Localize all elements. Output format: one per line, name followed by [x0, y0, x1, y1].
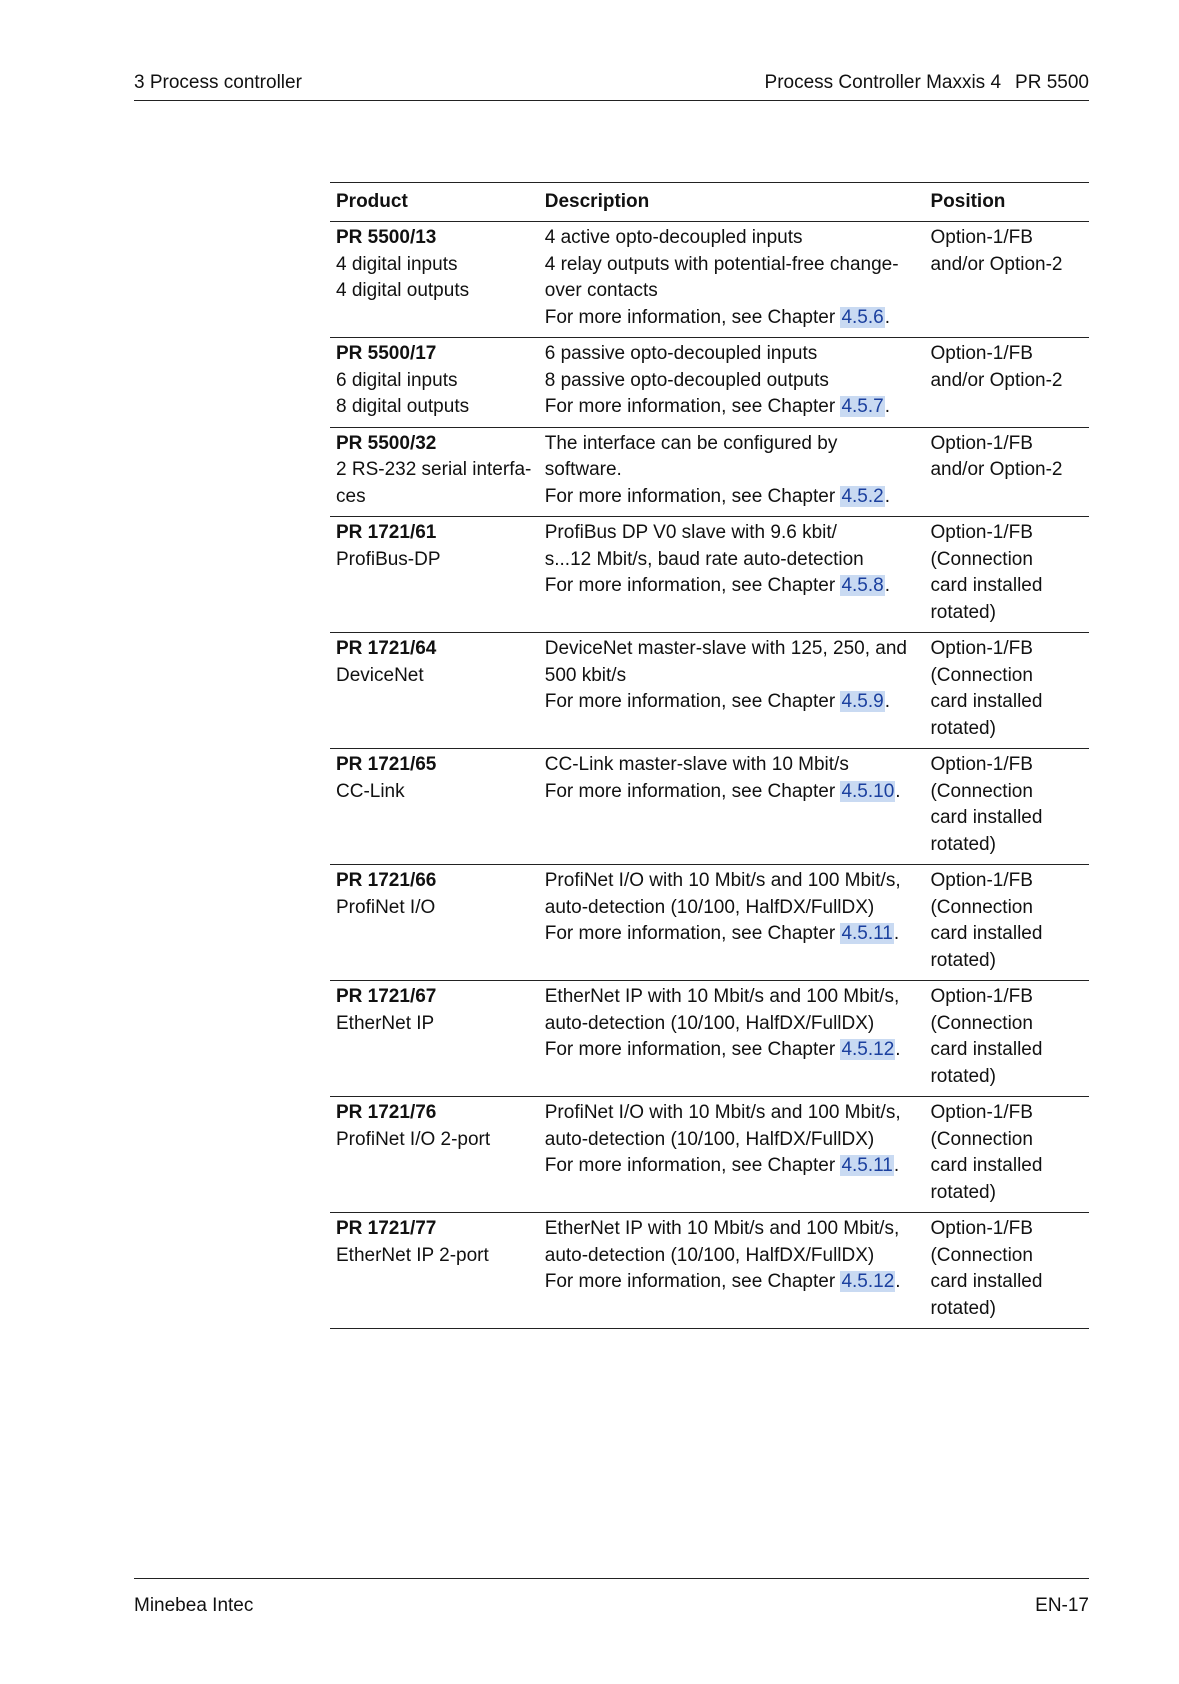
more-info-suffix: . [893, 1155, 900, 1176]
position-cell [924, 1097, 1089, 1213]
position-line: Option-1/FB [930, 522, 1033, 543]
chapter-link[interactable]: 4.5.7 [841, 396, 884, 417]
table-row [330, 981, 1089, 1097]
more-info-line [545, 689, 919, 716]
product-cell [330, 222, 539, 338]
table-row [330, 1213, 1089, 1329]
position-line: card installed [930, 1039, 1043, 1060]
more-info-line [545, 394, 919, 421]
column-header-product: Product [330, 183, 539, 222]
product-description-line: 4 digital outputs [336, 280, 470, 301]
product-description-line: ProfiBus-DP [336, 548, 441, 570]
product-cell [330, 517, 539, 633]
chapter-link[interactable]: 4.5.6 [841, 306, 884, 328]
chapter-link[interactable]: 4.5.9 [841, 691, 884, 712]
position-line: (Connection [930, 1244, 1033, 1266]
product-cell [330, 749, 539, 865]
header-section-title: 3 Process controller [134, 72, 302, 93]
position-cell [924, 865, 1089, 981]
chapter-link[interactable]: 4.5.10 [841, 780, 895, 802]
description-line: CC-Link master-slave with 10 Mbit/s [544, 754, 849, 775]
more-info-line [545, 779, 919, 806]
more-info-suffix: . [884, 575, 890, 596]
position-line: and/or Option-2 [930, 459, 1063, 480]
description-cell [539, 1097, 925, 1213]
description-line: ProfiNet I/O with 10 Mbit/s and 100 Mbit/s, [544, 1102, 901, 1123]
position-line: Option-1/FB [930, 343, 1033, 364]
more-info-text: For more information, see Chapter [544, 396, 841, 417]
product-description-line: ces [336, 485, 366, 507]
position-line: rotated) [930, 1297, 996, 1319]
product-code: PR 1721/65 [336, 754, 437, 775]
position-line: Option-1/FB [930, 227, 1033, 248]
product-code: PR 1721/61 [336, 522, 437, 543]
position-line: (Connection [930, 548, 1033, 570]
table-row [330, 865, 1089, 981]
chapter-link[interactable]: 4.5.11 [841, 1155, 893, 1176]
position-cell [924, 633, 1089, 749]
description-line: ProfiBus DP V0 slave with 9.6 kbit/ [544, 522, 837, 543]
more-info-suffix: . [884, 485, 890, 507]
product-code: PR 1721/66 [336, 870, 437, 891]
product-cell [330, 1213, 539, 1329]
description-line: over contacts [544, 280, 658, 301]
more-info-text: For more information, see Chapter [544, 485, 841, 507]
position-line: (Connection [930, 780, 1033, 802]
description-cell [539, 865, 925, 981]
more-info-suffix: . [884, 306, 890, 328]
product-description-line: CC-Link [336, 780, 405, 802]
position-cell [924, 427, 1089, 517]
description-line: s...12 Mbit/s, baud rate auto-detection [544, 548, 864, 570]
footer-company: Minebea Intec [134, 1595, 254, 1616]
position-line: Option-1/FB [930, 432, 1033, 454]
position-line: rotated) [930, 601, 996, 623]
table-row [330, 517, 1089, 633]
product-description-line: 6 digital inputs [336, 369, 458, 391]
product-code: PR 1721/77 [336, 1218, 437, 1239]
position-line: rotated) [930, 833, 996, 855]
column-header-position: Position [924, 183, 1089, 222]
more-info-line [545, 305, 919, 332]
product-description-line: 4 digital inputs [336, 253, 458, 275]
product-cell [330, 338, 539, 428]
position-line: Option-1/FB [930, 1102, 1033, 1123]
description-cell [539, 338, 925, 428]
position-cell [924, 1213, 1089, 1329]
description-line: auto-detection (10/100, HalfDX/FullDX) [544, 1244, 875, 1266]
table-row [330, 1097, 1089, 1213]
position-cell [924, 517, 1089, 633]
description-line: DeviceNet master-slave with 125, 250, and [544, 638, 907, 659]
product-description-line: EtherNet IP [336, 1012, 435, 1034]
more-info-text: For more information, see Chapter [544, 1155, 841, 1176]
more-info-text: For more information, see Chapter [544, 1039, 841, 1060]
more-info-suffix: . [895, 1271, 901, 1292]
product-table [330, 182, 1089, 1329]
position-cell [924, 981, 1089, 1097]
product-description-line: 2 RS-232 serial interfa- [336, 459, 532, 480]
description-line: 6 passive opto-decoupled inputs [544, 343, 818, 364]
position-line: Option-1/FB [930, 870, 1033, 891]
product-code: PR 1721/76 [336, 1102, 437, 1123]
description-cell [539, 981, 925, 1097]
more-info-suffix: . [895, 1039, 901, 1060]
product-code: PR 1721/64 [336, 638, 437, 659]
table-row [330, 633, 1089, 749]
position-cell [924, 222, 1089, 338]
description-cell [539, 749, 925, 865]
description-line: The interface can be configured by software. [544, 432, 838, 480]
header-product-name: Process Controller Maxxis 4 [764, 72, 1002, 93]
position-line: (Connection [930, 664, 1033, 686]
more-info-line [545, 1269, 919, 1296]
more-info-suffix: . [895, 780, 901, 802]
more-info-text: For more information, see Chapter [544, 780, 841, 802]
more-info-suffix: . [884, 691, 890, 712]
position-line: card installed [930, 807, 1043, 828]
product-description-line: 8 digital outputs [336, 396, 470, 417]
chapter-link[interactable]: 4.5.12 [841, 1271, 895, 1292]
product-code: PR 1721/67 [336, 986, 437, 1007]
position-line: (Connection [930, 1012, 1033, 1034]
position-line: and/or Option-2 [930, 253, 1063, 275]
description-line: 8 passive opto-decoupled outputs [544, 369, 829, 391]
page-footer [134, 1578, 1089, 1616]
description-line: EtherNet IP with 10 Mbit/s and 100 Mbit/s, [544, 1218, 900, 1239]
product-cell [330, 865, 539, 981]
description-cell [539, 1213, 925, 1329]
position-line: rotated) [930, 717, 996, 739]
table-row [330, 749, 1089, 865]
more-info-line [545, 1153, 919, 1180]
more-info-line [545, 921, 919, 948]
description-cell [539, 222, 925, 338]
description-line: auto-detection (10/100, HalfDX/FullDX) [544, 896, 875, 918]
chapter-link[interactable]: 4.5.11 [841, 923, 893, 944]
product-description-line: EtherNet IP 2-port [336, 1244, 489, 1266]
header-model: PR 5500 [1015, 72, 1089, 93]
description-cell [539, 427, 925, 517]
position-line: card installed [930, 691, 1043, 712]
more-info-text: For more information, see Chapter [544, 1271, 841, 1292]
position-line: Option-1/FB [930, 754, 1033, 775]
more-info-line [545, 573, 919, 600]
table-row [330, 338, 1089, 428]
description-line: 4 relay outputs with potential-free change- [544, 253, 899, 275]
product-description-line: ProfiNet I/O 2-port [336, 1128, 491, 1150]
table-row [330, 222, 1089, 338]
more-info-text: For more information, see Chapter [544, 575, 841, 596]
header-document-title [765, 72, 1089, 94]
table-row [330, 427, 1089, 517]
more-info-text: For more information, see Chapter [544, 923, 841, 944]
more-info-line [545, 484, 919, 511]
position-line: and/or Option-2 [930, 369, 1063, 391]
chapter-link[interactable]: 4.5.8 [841, 575, 884, 596]
more-info-suffix: . [893, 923, 900, 944]
position-line: Option-1/FB [930, 638, 1033, 659]
position-line: Option-1/FB [930, 986, 1033, 1007]
position-cell [924, 749, 1089, 865]
description-line: 500 kbit/s [544, 664, 627, 686]
chapter-link[interactable]: 4.5.2 [841, 485, 884, 507]
description-cell [539, 633, 925, 749]
page-number: EN-17 [1035, 1595, 1089, 1616]
table-header-row [330, 183, 1089, 222]
more-info-text: For more information, see Chapter [544, 691, 841, 712]
product-cell [330, 633, 539, 749]
position-line: rotated) [930, 1181, 996, 1203]
position-line: Option-1/FB [930, 1218, 1033, 1239]
position-line: (Connection [930, 896, 1033, 918]
description-line: 4 active opto-decoupled inputs [544, 227, 803, 248]
position-line: rotated) [930, 949, 996, 971]
description-line: ProfiNet I/O with 10 Mbit/s and 100 Mbit/s, [544, 870, 901, 891]
chapter-link[interactable]: 4.5.12 [841, 1039, 895, 1060]
position-line: rotated) [930, 1065, 996, 1087]
position-line: card installed [930, 1155, 1043, 1176]
column-header-description: Description [539, 183, 925, 222]
more-info-suffix: . [884, 396, 890, 417]
description-line: EtherNet IP with 10 Mbit/s and 100 Mbit/s, [544, 986, 900, 1007]
position-line: card installed [930, 1271, 1043, 1292]
product-cell [330, 1097, 539, 1213]
position-line: card installed [930, 575, 1043, 596]
more-info-line [545, 1037, 919, 1064]
product-cell [330, 981, 539, 1097]
position-cell [924, 338, 1089, 428]
position-line: (Connection [930, 1128, 1033, 1150]
product-code: PR 5500/32 [336, 432, 437, 454]
description-line: auto-detection (10/100, HalfDX/FullDX) [544, 1128, 875, 1150]
product-code: PR 5500/13 [336, 227, 437, 248]
product-code: PR 5500/17 [336, 343, 437, 364]
description-line: auto-detection (10/100, HalfDX/FullDX) [544, 1012, 875, 1034]
description-cell [539, 517, 925, 633]
product-description-line: DeviceNet [336, 664, 424, 686]
product-cell [330, 427, 539, 517]
page-header [134, 70, 1089, 101]
position-line: card installed [930, 923, 1043, 944]
more-info-text: For more information, see Chapter [544, 306, 841, 328]
product-description-line: ProfiNet I/O [336, 896, 436, 918]
